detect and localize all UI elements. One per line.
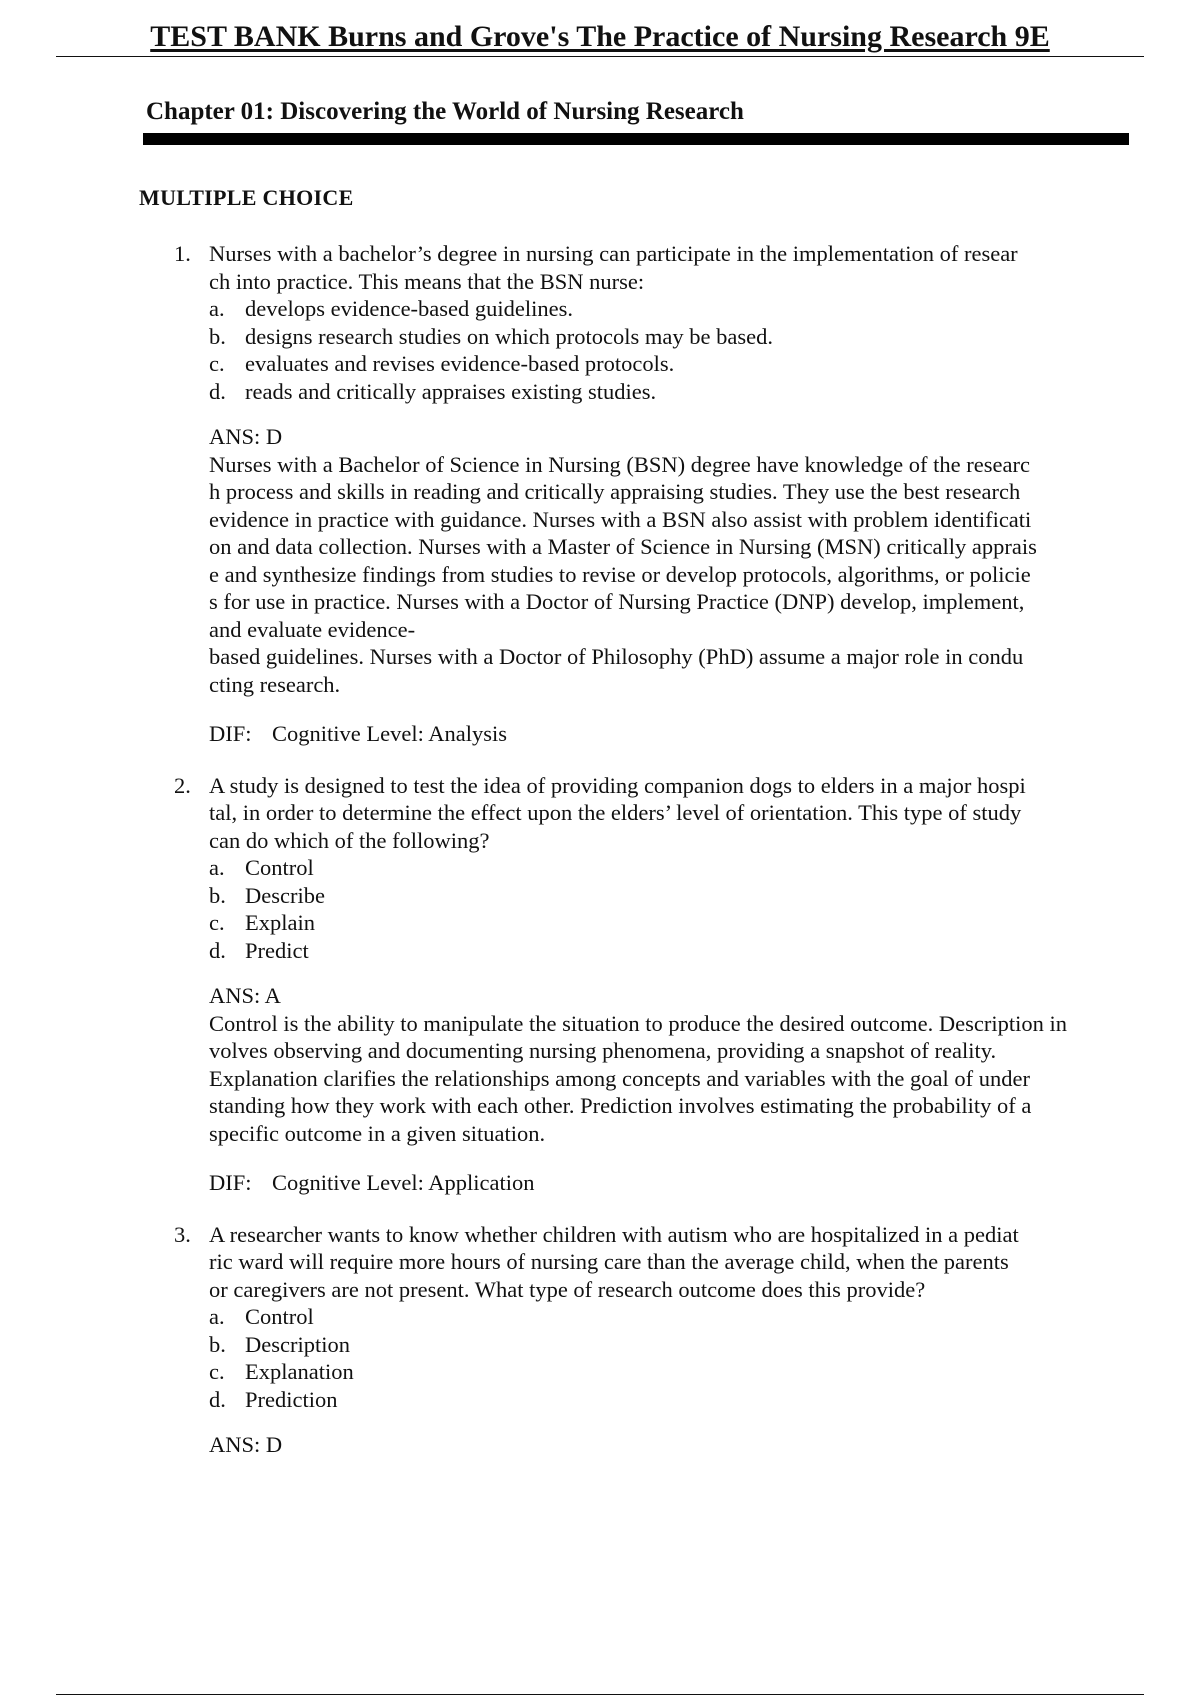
option-letter: a. [209,855,225,880]
rationale-line: specific outcome in a given situation. [209,1120,546,1146]
rationale-line: s for use in practice. Nurses with a Doctor of Nursing Practice (DNP) develop, implement, [209,589,1025,614]
section-title: MULTIPLE CHOICE [139,185,354,210]
question-stem [209,240,1114,295]
rationale-line: h process and skills in reading and critically appraising studies. They use the best research [209,479,1021,504]
title-divider [56,56,1144,57]
option-list [209,1303,1200,1413]
stem-line: ric ward will require more hours of nursing care than the average child, when the parents [209,1249,1009,1274]
stem-line: tal, in order to determine the effect upon the elders’ level of orientation. This type of study [209,800,1022,825]
option-text: Control [245,855,314,880]
difficulty-value: Cognitive Level: Analysis [272,721,507,746]
footer-divider [56,1694,1144,1695]
option-letter: b. [209,323,226,349]
option-a [209,1303,1200,1331]
option-c [209,909,1200,937]
option-letter: c. [209,351,225,376]
difficulty [209,720,1200,748]
question-number: 3. [174,1221,191,1247]
option-d [209,378,1200,406]
answer-rationale [209,451,1200,699]
stem-line: A researcher wants to know whether children with autism who are hospitalized in a pediat [209,1221,1019,1247]
question-stem [209,1221,1114,1304]
option-text: evaluates and revises evidence-based protocols. [245,351,675,376]
chapter-title: Chapter 01: Discovering the World of Nursing Research [146,98,744,125]
question-1 [0,240,1200,748]
option-letter: d. [209,1386,226,1412]
difficulty-label: DIF: [209,721,252,746]
option-b [209,882,1200,910]
difficulty [209,1169,1200,1197]
option-text: Describe [245,882,325,908]
option-letter: d. [209,937,226,963]
rationale-line: cting research. [209,671,341,697]
option-letter: a. [209,1304,225,1329]
answer-key: ANS: A [209,983,281,1008]
answer-key: ANS: D [209,424,283,449]
option-letter: b. [209,1331,226,1357]
rationale-line: standing how they work with each other. Prediction involves estimating the probability of a [209,1093,1032,1118]
option-d [209,1386,1200,1414]
question-stem [209,772,1114,855]
option-text: Explanation [245,1359,354,1384]
chapter-divider [143,133,1129,145]
rationale-line: volves observing and documenting nursing phenomena, providing a snapshot of reality. [209,1038,997,1063]
question-3 [0,1221,1200,1459]
option-text: develops evidence-based guidelines. [245,296,574,321]
rationale-line: evidence in practice with guidance. Nurses with a BSN also assist with problem identificati [209,506,1032,532]
rationale-line: on and data collection. Nurses with a Master of Science in Nursing (MSN) critically apprais [209,534,1037,559]
difficulty-label: DIF: [209,1170,252,1195]
difficulty-value: Cognitive Level: Application [272,1170,535,1195]
option-letter: a. [209,296,225,321]
option-b [209,323,1200,351]
option-c [209,1358,1200,1386]
stem-line: can do which of the following? [209,827,490,853]
option-c [209,350,1200,378]
rationale-line: Explanation clarifies the relationships among concepts and variables with the goal of under [209,1065,1030,1091]
question-number: 1. [174,241,191,266]
stem-line: Nurses with a bachelor’s degree in nursing can participate in the implementation of resear [209,241,1018,266]
rationale-line: Nurses with a Bachelor of Science in Nursing (BSN) degree have knowledge of the researc [209,451,1030,477]
question-2 [0,772,1200,1197]
option-b [209,1331,1200,1359]
option-text: Explain [245,910,315,935]
option-letter: d. [209,378,226,404]
stem-line: or caregivers are not present. What type of research outcome does this provide? [209,1276,926,1302]
option-list [209,854,1200,964]
option-letter: c. [209,910,225,935]
answer-key: ANS: D [209,1432,283,1457]
option-text: Predict [245,937,309,963]
option-letter: c. [209,1359,225,1384]
document-title: TEST BANK Burns and Grove's The Practice of Nursing Research 9E [150,20,1050,53]
question-list [0,240,1200,1483]
rationale-line: e and synthesize findings from studies to revise or develop protocols, algorithms, or policie [209,561,1031,587]
option-a [209,854,1200,882]
stem-line: ch into practice. This means that the BSN nurse: [209,268,645,294]
rationale-line: and evaluate evidence- [209,616,416,642]
option-list [209,295,1200,405]
option-text: Prediction [245,1386,338,1412]
option-d [209,937,1200,965]
option-text: Control [245,1304,314,1329]
answer-rationale [209,1010,1200,1148]
question-number: 2. [174,772,191,798]
option-text: Description [245,1331,350,1357]
rationale-line: based guidelines. Nurses with a Doctor of Philosophy (PhD) assume a major role in condu [209,644,1024,669]
option-letter: b. [209,882,226,908]
option-text: designs research studies on which protocols may be based. [245,323,773,349]
rationale-line: Control is the ability to manipulate the situation to produce the desired outcome. Description in [209,1010,1067,1036]
option-text: reads and critically appraises existing studies. [245,378,657,404]
option-a [209,295,1200,323]
stem-line: A study is designed to test the idea of providing companion dogs to elders in a major hospi [209,772,1026,798]
